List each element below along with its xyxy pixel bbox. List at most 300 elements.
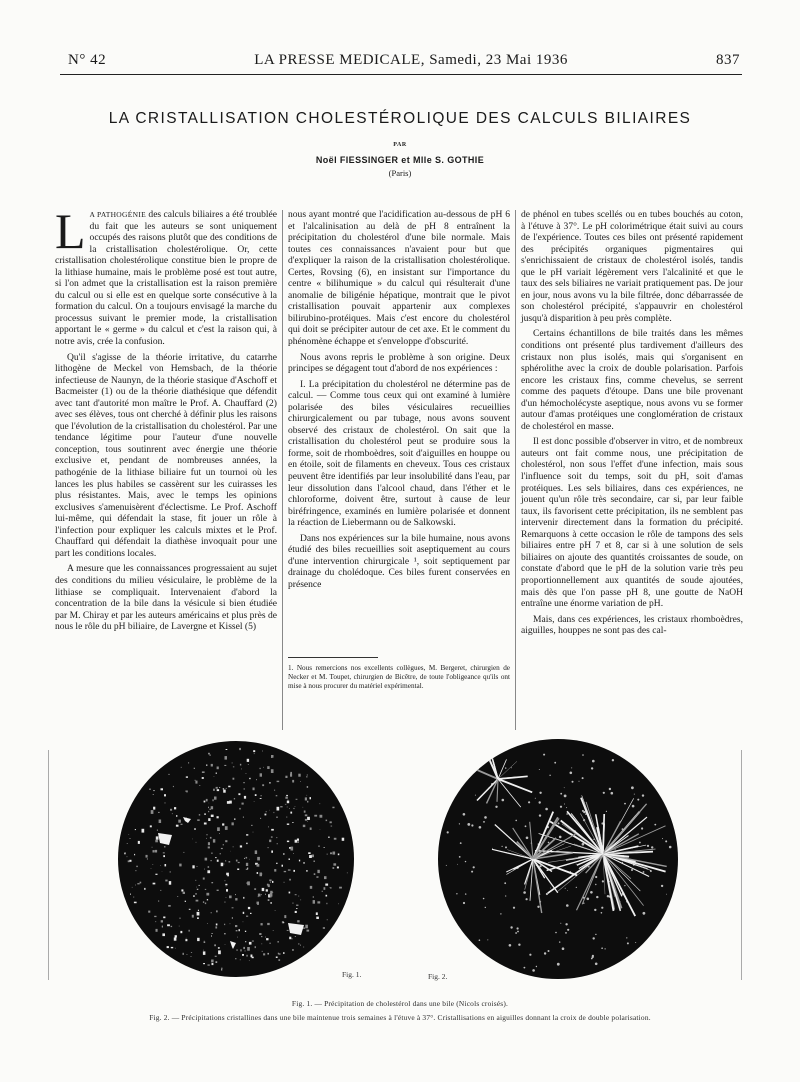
crystal-speck	[134, 854, 135, 855]
crystal-speck	[292, 939, 293, 940]
crystal-speck	[260, 795, 262, 796]
crystal-speck	[183, 953, 184, 955]
crystal-speck	[169, 774, 170, 775]
crystal-speck	[280, 806, 282, 807]
crystal-speck	[270, 891, 272, 893]
crystal-speck	[239, 748, 241, 750]
crystal-speck	[217, 789, 219, 791]
crystal-speck	[262, 751, 263, 752]
drop-cap: L	[55, 203, 86, 259]
crystal-speck	[631, 869, 633, 871]
crystal-speck	[217, 890, 219, 891]
crystal-speck	[225, 756, 228, 760]
crystal-speck	[206, 838, 207, 839]
crystal-speck	[225, 840, 227, 842]
crystal-speck	[244, 788, 245, 789]
crystal-speck	[211, 764, 213, 767]
crystal-speck	[290, 812, 292, 814]
page-number: 837	[715, 52, 740, 68]
crystal-speck	[191, 956, 192, 957]
crystal-speck	[195, 893, 197, 894]
byline-par: PAR	[393, 142, 407, 148]
crystal-speck	[176, 815, 177, 817]
crystal-speck	[314, 815, 317, 817]
crystal-speck	[252, 941, 254, 942]
crystal-speck	[194, 828, 195, 830]
crystal-speck	[596, 896, 598, 898]
crystal-speck	[207, 870, 210, 873]
crystal-speck	[265, 937, 266, 938]
crystal-speck	[251, 825, 252, 826]
crystal-speck	[564, 804, 565, 805]
crystal-speck	[299, 860, 300, 862]
crystal-speck	[254, 753, 255, 754]
crystal-speck	[271, 851, 273, 853]
crystal-speck	[165, 803, 166, 804]
crystal-speck	[539, 865, 541, 867]
crystal-speck	[571, 767, 572, 768]
crystal-speck	[172, 813, 173, 814]
crystal-speck	[191, 952, 192, 953]
crystal-speck	[330, 887, 331, 888]
crystal-speck	[286, 795, 288, 796]
crystal-speck	[197, 889, 199, 890]
crystal-speck	[579, 781, 580, 782]
crystal-speck	[274, 869, 276, 872]
paragraph: Il est donc possible d'observer in vitro, et de nombreux auteurs ont fait comme nous, une précipitation de cholestérol, non sous l'effet d'une infection, mais sous l'influence soit du temps, soit du pH, soit d'amas protéiques. Les sels biliaires, dans ces expériences, ne jouent qu'un rôle très secondaire, car si, par leur faible taux, ils favorisent cette précipitation, ils ne semblent pas intervenir directement dans la formation du précipité. Remarquons à cette occasion le rôle de tampons des sels biliaires entre pH 7 et 8, car si à une solution de sels biliaires on ajoute des quantités croissantes de soude, on constate d'abord que le pH de la solution varie très peu proportionnellement aux quantités de soude ajoutées, mais dès que l'on passe pH 8, une goutte de NaOH entraîne une énorme variation de pH.	[521, 436, 743, 610]
crystal-speck	[305, 797, 307, 800]
crystal-speck	[270, 893, 273, 897]
crystal-speck	[246, 955, 247, 957]
crystal-speck	[592, 760, 595, 763]
crystal-speck	[567, 890, 568, 891]
crystal-speck	[267, 847, 268, 848]
crystal-speck	[161, 920, 163, 922]
crystal-speck	[560, 806, 562, 808]
crystal-speck	[266, 938, 268, 940]
crystal-speck	[204, 823, 207, 825]
crystal-speck	[196, 880, 197, 881]
crystal-speck	[212, 933, 213, 934]
crystal-speck	[192, 865, 194, 868]
crystal-speck	[226, 788, 227, 789]
crystal-speck	[292, 822, 293, 823]
crystal-speck	[524, 967, 526, 969]
crystal-speck	[278, 959, 280, 961]
crystal-speck	[235, 958, 236, 959]
crystal-speck	[475, 795, 476, 796]
crystal-speck	[253, 832, 254, 833]
crystal-speck	[245, 950, 246, 951]
crystal-speck	[221, 968, 223, 969]
crystal-speck	[287, 801, 289, 804]
paragraph: Certains échantillons de bile traités dans les mêmes conditions ont présenté plus tardivement d'ailleurs des cristaux non plus isolés, mais qui s'organisent en sphérolithe avec la croix de double polarisation. Parfois encore les cristaux fins, comme chevelus, se serrent comme des paquets d'étoupe. Dans une bile provenant d'un hémocholécyste aseptique, nous avons vu se former autour d'amas protéiques une conglomération de cristaux de cholestérol en masse.	[521, 328, 743, 432]
crystal-speck	[151, 810, 154, 814]
crystal-speck	[228, 786, 230, 788]
crystal-speck	[219, 787, 220, 788]
crystal-speck	[238, 793, 240, 795]
crystal-speck	[635, 942, 636, 943]
crystal-speck	[587, 898, 590, 901]
rhomboid-crystal	[158, 833, 172, 845]
crystal-speck	[318, 845, 319, 847]
needle-crystal	[498, 759, 507, 779]
crystal-speck	[134, 902, 137, 904]
crystal-speck	[221, 863, 224, 867]
crystal-speck	[593, 937, 595, 939]
crystal-speck	[557, 963, 560, 966]
crystal-speck	[297, 839, 299, 841]
crystal-speck	[269, 810, 270, 811]
crystal-speck	[249, 859, 250, 860]
crystal-speck	[271, 769, 274, 773]
crystal-speck	[311, 886, 312, 887]
crystal-speck	[338, 904, 339, 905]
crystal-speck	[330, 852, 332, 854]
crystal-speck	[210, 837, 212, 839]
crystal-speck	[570, 772, 573, 775]
crystal-speck	[295, 936, 296, 937]
crystal-speck	[312, 855, 315, 858]
crystal-speck	[502, 846, 503, 847]
needle-crystal	[530, 822, 533, 859]
crystal-speck	[130, 838, 131, 839]
crystal-speck	[138, 841, 140, 844]
crystal-speck	[624, 803, 626, 805]
crystal-speck	[296, 905, 298, 906]
crystal-speck	[337, 867, 339, 869]
crystal-speck	[227, 875, 229, 876]
crystal-speck	[276, 795, 278, 796]
crystal-speck	[246, 916, 248, 917]
crystal-speck	[229, 896, 232, 899]
crystal-speck	[205, 858, 208, 861]
crystal-speck	[245, 941, 246, 942]
crystal-speck	[290, 774, 292, 777]
crystal-speck	[179, 864, 181, 867]
crystal-speck	[296, 799, 298, 800]
crystal-speck	[153, 850, 155, 852]
crystal-speck	[183, 892, 185, 894]
paragraph: A mesure que les connaissances progressaient au sujet des conditions du milieu vésiculaire, le problème de la lithiase se compliquait. Intervenaient d'abord la concentration de la bile dans la vésicule si bien étudiée par M. Chiray et par les auteurs américains et plus près de nous le rôle du pH biliaire, de Lavergne et Kissel (5)	[55, 563, 277, 633]
crystal-speck	[235, 894, 236, 895]
crystal-speck	[171, 947, 173, 948]
crystal-speck	[283, 853, 285, 855]
figure-frame-line	[48, 750, 49, 980]
crystal-speck	[505, 767, 506, 768]
text-column-3	[521, 209, 743, 641]
needle-crystal	[517, 842, 533, 859]
crystal-speck	[218, 950, 221, 954]
crystal-speck	[285, 797, 287, 799]
crystal-speck	[254, 802, 255, 803]
crystal-speck	[262, 888, 265, 891]
crystal-speck	[179, 926, 180, 927]
crystal-speck	[226, 897, 227, 898]
crystal-speck	[288, 869, 291, 870]
header-rule	[60, 74, 742, 75]
crystal-speck	[217, 767, 219, 770]
crystal-speck	[289, 879, 291, 881]
crystal-speck	[196, 900, 199, 902]
crystal-speck	[235, 898, 237, 900]
crystal-speck	[257, 857, 260, 861]
crystal-speck	[669, 846, 672, 849]
crystal-speck	[323, 927, 325, 929]
crystal-speck	[626, 937, 627, 938]
rhomboid-crystal	[230, 941, 236, 949]
crystal-speck	[307, 774, 308, 775]
crystal-speck	[246, 843, 247, 844]
crystal-speck	[197, 819, 200, 821]
crystal-speck	[216, 962, 218, 963]
crystal-speck	[211, 882, 213, 883]
crystal-speck	[273, 930, 274, 931]
crystal-speck	[185, 939, 187, 941]
crystal-speck	[156, 929, 158, 932]
crystal-speck	[205, 889, 206, 890]
crystal-speck	[216, 924, 218, 926]
crystal-speck	[255, 794, 257, 796]
crystal-speck	[601, 912, 603, 914]
crystal-speck	[249, 778, 250, 779]
crystal-speck	[260, 873, 263, 877]
crystal-speck	[595, 876, 597, 878]
crystal-speck	[515, 932, 517, 934]
crystal-speck	[492, 848, 493, 849]
crystal-speck	[268, 900, 270, 901]
crystal-speck	[605, 948, 606, 949]
crystal-speck	[594, 909, 596, 911]
crystal-speck	[661, 885, 663, 887]
crystal-speck	[642, 794, 644, 796]
crystal-speck	[307, 821, 308, 822]
crystal-speck	[225, 884, 227, 886]
crystal-speck	[484, 816, 487, 819]
crystal-speck	[509, 944, 512, 947]
crystal-speck	[181, 767, 182, 768]
crystal-speck	[479, 939, 481, 941]
crystal-speck	[302, 807, 303, 808]
crystal-speck	[170, 809, 172, 811]
crystal-speck	[203, 951, 206, 955]
crystal-speck	[274, 790, 275, 791]
crystal-speck	[169, 881, 171, 885]
crystal-speck	[243, 922, 244, 923]
crystal-speck	[314, 861, 315, 863]
crystal-speck	[293, 870, 295, 872]
crystal-speck	[218, 947, 220, 949]
crystal-speck	[624, 885, 625, 886]
crystal-speck	[232, 907, 234, 908]
crystal-speck	[285, 776, 287, 778]
crystal-speck	[215, 956, 217, 957]
crystal-speck	[325, 884, 328, 886]
crystal-speck	[291, 847, 294, 851]
crystal-speck	[317, 870, 319, 873]
crystal-speck	[269, 880, 271, 882]
crystal-speck	[603, 792, 605, 794]
crystal-speck	[204, 801, 206, 803]
needle-crystal	[603, 826, 666, 854]
crystal-speck	[158, 901, 159, 902]
crystal-speck	[152, 847, 153, 848]
crystal-speck	[307, 801, 308, 803]
crystal-speck	[590, 891, 593, 894]
crystal-speck	[140, 882, 142, 884]
crystal-speck	[265, 894, 266, 895]
paragraph: de phénol en tubes scellés ou en tubes bouchés au coton, à l'étuve à 37°. Le pH colorimétrique était suivi au cours de l'expérience. Toutes ces biles ont présenté rapidement des précipités organiques pigmentaires qui s'enrichissaient de cristaux de cholestérol isolés, tandis que le pH variait légèrement vers l'alcalinité et que le taux des sels biliaires ne variait pratiquement pas. De jour en jour, nous avons vu la bile filtrée, donc débarrassée de son cholestérol précipité, s'appauvrir en cholestérol jusqu'à disparition à peu près complète.	[521, 209, 743, 324]
needle-crystal	[603, 854, 644, 906]
crystal-speck	[539, 792, 541, 794]
crystal-speck	[564, 795, 567, 798]
crystal-speck	[284, 871, 286, 872]
crystal-speck	[219, 833, 220, 834]
crystal-speck	[235, 925, 237, 927]
crystal-speck	[473, 866, 475, 868]
crystal-speck	[595, 963, 598, 966]
crystal-speck	[128, 834, 129, 835]
crystal-speck	[163, 917, 165, 919]
crystal-speck	[332, 807, 334, 809]
crystal-speck	[217, 860, 219, 862]
crystal-speck	[576, 887, 577, 888]
crystal-speck	[248, 764, 249, 765]
crystal-speck	[526, 898, 528, 900]
crystal-speck	[333, 868, 335, 869]
needle-crystal	[477, 779, 498, 801]
crystal-speck	[536, 966, 537, 967]
crystal-speck	[179, 918, 180, 919]
crystal-speck	[447, 831, 449, 833]
crystal-speck	[135, 871, 136, 872]
paragraph: Nous avons repris le problème à son origine. Deux principes se dégagent tout d'abord de nos expériences :	[288, 351, 510, 375]
crystal-speck	[287, 824, 289, 825]
crystal-speck	[209, 755, 211, 756]
crystal-speck	[306, 776, 307, 777]
crystal-speck	[177, 896, 178, 897]
crystal-speck	[487, 939, 488, 940]
crystal-speck	[257, 872, 259, 874]
micrograph-fig-2-image	[438, 739, 678, 979]
crystal-speck	[517, 927, 519, 929]
needle-crystal	[487, 779, 499, 803]
crystal-speck	[137, 883, 139, 884]
crystal-speck	[284, 882, 285, 883]
crystal-speck	[240, 959, 241, 960]
crystal-speck	[247, 882, 250, 884]
crystal-speck	[268, 827, 269, 828]
crystal-speck	[171, 926, 173, 927]
crystal-speck	[247, 947, 250, 951]
crystal-speck	[154, 916, 156, 917]
crystal-speck	[262, 951, 263, 952]
crystal-speck	[236, 930, 238, 931]
crystal-speck	[331, 826, 333, 827]
crystal-speck	[155, 840, 158, 843]
crystal-speck	[223, 788, 224, 789]
crystal-speck	[244, 858, 245, 859]
crystal-speck	[211, 860, 212, 861]
crystal-speck	[224, 933, 226, 934]
crystal-speck	[225, 860, 226, 861]
author-city: (Paris)	[388, 168, 412, 178]
crystal-speck	[253, 750, 255, 752]
crystal-speck	[154, 790, 155, 791]
crystal-speck	[327, 919, 328, 920]
crystal-speck	[505, 846, 507, 848]
crystal-speck	[234, 818, 235, 820]
crystal-speck	[292, 780, 294, 783]
crystal-speck	[582, 843, 585, 846]
crystal-speck	[270, 943, 271, 944]
crystal-speck	[174, 938, 177, 941]
rhomboid-crystal	[183, 817, 191, 823]
footnote: 1. Nous remercions nos excellents collègues, M. Bergeret, chirurgien de Necker et M. Toupet, chirurgien de Bicêtre, de toute l'obligeance qu'ils ont mise à nous procurer du matériel expérimental.	[288, 664, 510, 690]
crystal-speck	[265, 814, 267, 816]
crystal-speck	[271, 755, 274, 758]
crystal-speck	[186, 938, 187, 939]
crystal-speck	[289, 892, 291, 894]
crystal-speck	[518, 944, 520, 946]
crystal-speck	[237, 869, 239, 871]
crystal-speck	[300, 945, 301, 946]
crystal-speck	[295, 911, 297, 913]
crystal-speck	[221, 848, 223, 849]
crystal-speck	[237, 937, 238, 938]
crystal-speck	[193, 895, 194, 897]
crystal-speck	[164, 794, 166, 796]
crystal-speck	[261, 944, 262, 945]
crystal-speck	[206, 799, 208, 802]
crystal-speck	[582, 754, 584, 756]
crystal-speck	[639, 842, 641, 844]
crystal-speck	[198, 885, 200, 886]
crystal-speck	[204, 869, 205, 870]
crystal-speck	[202, 777, 204, 779]
crystal-speck	[559, 941, 560, 942]
footnote-rule	[288, 657, 378, 658]
crystal-speck	[167, 946, 169, 948]
crystal-speck	[606, 811, 607, 812]
crystal-speck	[188, 762, 189, 763]
crystal-speck	[324, 847, 325, 848]
crystal-speck	[295, 806, 296, 807]
journal-line: LA PRESSE MEDICALE, Samedi, 23 Mai 1936	[254, 52, 568, 68]
crystal-speck	[483, 821, 485, 823]
crystal-speck	[262, 784, 264, 786]
crystal-speck	[306, 795, 307, 796]
crystal-speck	[237, 949, 238, 951]
crystal-speck	[238, 862, 240, 863]
crystal-speck	[526, 837, 529, 840]
crystal-speck	[213, 839, 215, 842]
crystal-speck	[257, 902, 260, 905]
crystal-speck	[232, 822, 234, 825]
crystal-speck	[208, 964, 210, 965]
crystal-speck	[467, 823, 470, 826]
crystal-speck	[643, 871, 645, 873]
crystal-speck	[248, 907, 250, 909]
crystal-speck	[529, 954, 531, 956]
crystal-speck	[241, 769, 242, 770]
crystal-speck	[296, 908, 298, 909]
crystal-speck	[226, 889, 228, 892]
crystal-speck	[317, 901, 320, 903]
crystal-speck	[155, 921, 156, 922]
crystal-speck	[505, 895, 506, 896]
crystal-speck	[127, 843, 128, 844]
